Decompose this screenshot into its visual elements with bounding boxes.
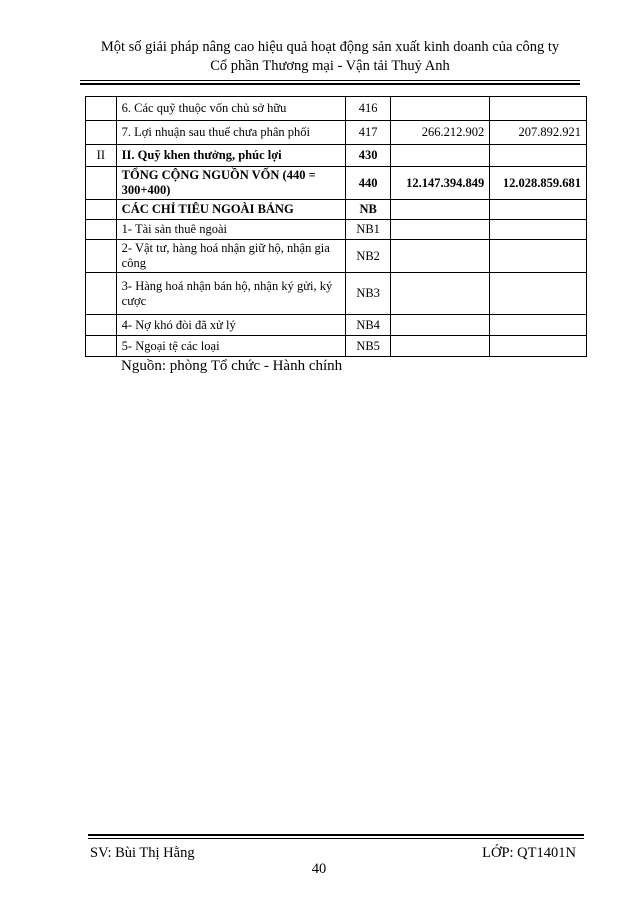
end-value-cell: [391, 200, 490, 220]
table-row: [86, 240, 587, 273]
item-cell: 6. Các quỹ thuộc vốn chủ sở hữu: [116, 97, 345, 121]
code-cell: NB3: [345, 273, 391, 315]
end-value-cell: [391, 336, 490, 357]
roman-cell: [86, 315, 117, 336]
end-value-cell: [391, 315, 490, 336]
end-value-cell: 266.212.902: [391, 121, 490, 145]
code-cell: NB1: [345, 220, 391, 240]
code-cell: 417: [345, 121, 391, 145]
footer-student-name: SV: Bùi Thị Hằng: [90, 845, 195, 861]
code-cell: 430: [345, 145, 391, 167]
code-cell: NB2: [345, 240, 391, 273]
table-row: [86, 220, 587, 240]
item-cell: 4- Nợ khó đòi đã xử lý: [116, 315, 345, 336]
code-cell: 440: [345, 167, 391, 200]
roman-cell: [86, 220, 117, 240]
item-cell: II. Quỹ khen thưởng, phúc lợi: [116, 145, 345, 167]
end-value-cell: [391, 220, 490, 240]
header-line-1: Một số giải pháp nâng cao hiệu quả hoạt động sản xuất kinh doanh của công ty: [100, 39, 560, 55]
footer-divider: [88, 834, 584, 839]
begin-value-cell: 12.028.859.681: [490, 167, 587, 200]
roman-cell: [86, 97, 117, 121]
roman-cell: [86, 273, 117, 315]
table-row: [86, 273, 587, 315]
item-cell: 3- Hàng hoá nhận bán hộ, nhận ký gửi, ký cược: [116, 273, 345, 315]
begin-value-cell: [490, 220, 587, 240]
code-cell: 416: [345, 97, 391, 121]
end-value-cell: 12.147.394.849: [391, 167, 490, 200]
item-cell: 1- Tài sản thuê ngoài: [116, 220, 345, 240]
header-line-2: Cổ phần Thương mại - Vận tải Thuỷ Anh: [210, 58, 450, 74]
table-row: [86, 315, 587, 336]
table-row: [86, 121, 587, 145]
end-value-cell: [391, 273, 490, 315]
source-note: Nguồn: phòng Tổ chức - Hành chính: [121, 358, 343, 374]
end-value-cell: [391, 240, 490, 273]
roman-cell: [86, 240, 117, 273]
table-row: [86, 145, 587, 167]
footer-class-code: LỚP: QT1401N: [482, 845, 576, 861]
page-number: 40: [311, 861, 327, 877]
item-cell: TỔNG CỘNG NGUỒN VỐN (440 = 300+400): [116, 167, 345, 200]
table-row: [86, 336, 587, 357]
table-row: [86, 200, 587, 220]
balance-sheet-table: [85, 96, 587, 357]
roman-cell: [86, 121, 117, 145]
begin-value-cell: [490, 315, 587, 336]
item-cell: 5- Ngoại tệ các loại: [116, 336, 345, 357]
roman-cell: [86, 200, 117, 220]
begin-value-cell: [490, 200, 587, 220]
item-cell: 2- Vật tư, hàng hoá nhận giữ hộ, nhận gia công: [116, 240, 345, 273]
roman-cell: II: [86, 145, 117, 167]
begin-value-cell: [490, 145, 587, 167]
item-cell: CÁC CHỈ TIÊU NGOÀI BẢNG: [116, 200, 345, 220]
end-value-cell: [391, 145, 490, 167]
end-value-cell: [391, 97, 490, 121]
table-row: [86, 97, 587, 121]
begin-value-cell: [490, 336, 587, 357]
roman-cell: [86, 336, 117, 357]
code-cell: NB4: [345, 315, 391, 336]
item-cell: 7. Lợi nhuận sau thuế chưa phân phối: [116, 121, 345, 145]
roman-cell: [86, 167, 117, 200]
begin-value-cell: 207.892.921: [490, 121, 587, 145]
page-header: [60, 38, 600, 76]
header-divider: [80, 80, 580, 85]
table-row: [86, 167, 587, 200]
begin-value-cell: [490, 273, 587, 315]
begin-value-cell: [490, 240, 587, 273]
begin-value-cell: [490, 97, 587, 121]
code-cell: NB: [345, 200, 391, 220]
code-cell: NB5: [345, 336, 391, 357]
